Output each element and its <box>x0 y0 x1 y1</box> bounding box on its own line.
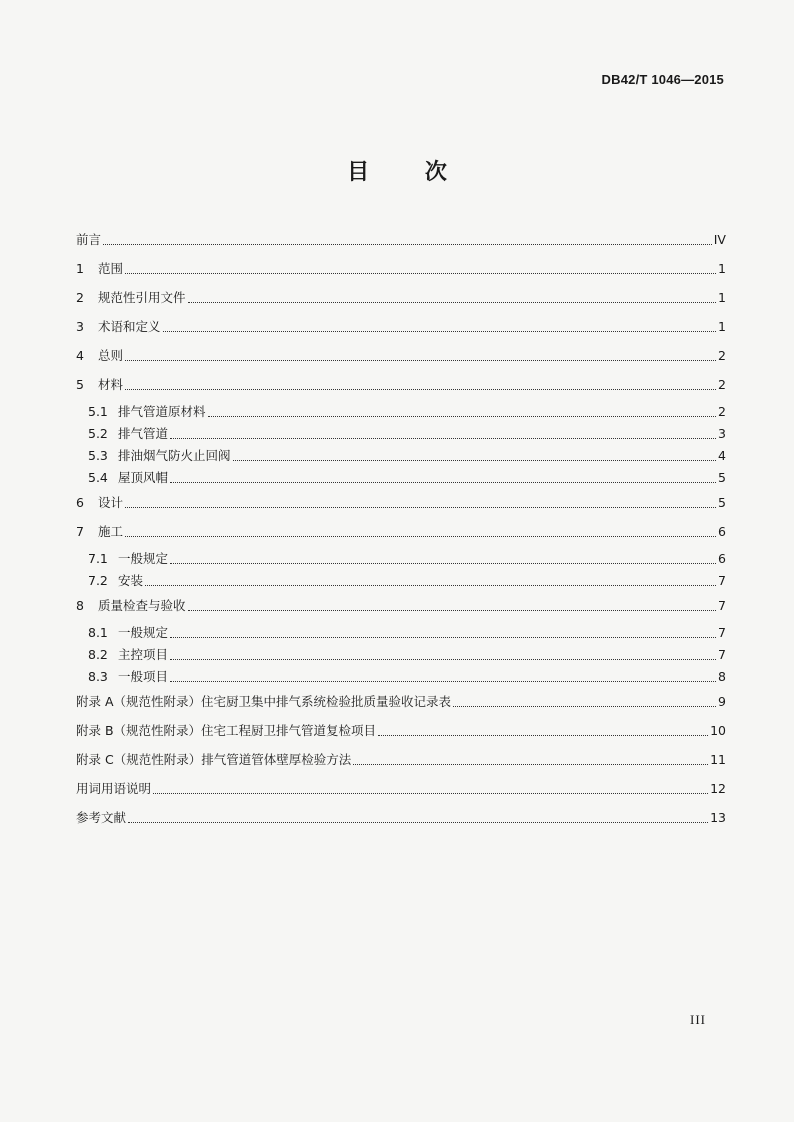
toc-entry-label: 质量检查与验收 <box>98 598 186 613</box>
toc-entry-label: 排气管道 <box>118 426 169 441</box>
toc-entry-page: 10 <box>710 723 726 738</box>
dot-leader <box>125 535 716 537</box>
toc-entry-page: 1 <box>718 290 726 305</box>
dot-leader <box>353 763 708 765</box>
toc-subentry[interactable] <box>76 551 726 567</box>
toc-entry-label: 材料 <box>98 377 124 392</box>
dot-leader <box>188 301 716 303</box>
toc-subentry[interactable] <box>76 448 726 464</box>
toc-entry-label: 排气管道原材料 <box>118 404 206 419</box>
toc-entry-page: 6 <box>718 551 726 566</box>
dot-leader <box>145 584 716 586</box>
toc-entry[interactable] <box>76 495 726 511</box>
toc-entry-label: 总则 <box>98 348 124 363</box>
toc-subentry[interactable] <box>76 647 726 663</box>
toc-entry-page: 13 <box>710 810 726 825</box>
dot-leader <box>208 415 716 417</box>
toc-entry-number: 7 <box>76 524 84 539</box>
toc-entry-label: 用词用语说明 <box>76 781 152 796</box>
dot-leader <box>125 359 716 361</box>
dot-leader <box>153 792 708 794</box>
toc-entry-page: 11 <box>710 752 726 767</box>
toc-entry-number: 1 <box>76 261 84 276</box>
toc-entry-number: 8.3 <box>88 669 108 684</box>
toc-subentry[interactable] <box>76 426 726 442</box>
toc-entry-page: 5 <box>718 495 726 510</box>
toc-entry-number: 8.1 <box>88 625 108 640</box>
toc-entry-page: 4 <box>718 448 726 463</box>
toc-entry[interactable] <box>76 810 726 826</box>
toc-entry-number: 6 <box>76 495 84 510</box>
toc-entry-label: 设计 <box>98 495 124 510</box>
toc-entry-page: 7 <box>718 647 726 662</box>
toc-entry-label: 主控项目 <box>118 647 169 662</box>
toc-entry-label: 范围 <box>98 261 124 276</box>
dot-leader <box>128 821 708 823</box>
toc-entry-label: 一般规定 <box>118 551 169 566</box>
toc-entry-number: 5.2 <box>88 426 108 441</box>
toc-entry[interactable] <box>76 348 726 364</box>
document-code: DB42/T 1046—2015 <box>601 72 724 87</box>
toc-entry-label: 排油烟气防火止回阀 <box>118 448 231 463</box>
toc-subentry[interactable] <box>76 470 726 486</box>
toc-entry-page: 7 <box>718 625 726 640</box>
toc-entry-page: 9 <box>718 694 726 709</box>
toc-subentry[interactable] <box>76 669 726 685</box>
toc-entry-number: 5.4 <box>88 470 108 485</box>
toc-entry[interactable] <box>76 377 726 393</box>
toc-entry-page: 1 <box>718 261 726 276</box>
toc-entry-page: 8 <box>718 669 726 684</box>
dot-leader <box>170 481 716 483</box>
toc-entry-label: 一般项目 <box>118 669 169 684</box>
toc-entry-number: 5.1 <box>88 404 108 419</box>
toc-entry[interactable] <box>76 752 726 768</box>
toc-entry[interactable] <box>76 290 726 306</box>
toc-entry-number: 5.3 <box>88 448 108 463</box>
toc-entry-page: 5 <box>718 470 726 485</box>
dot-leader <box>125 272 716 274</box>
toc-entry-label: 附录 A（规范性附录）住宅厨卫集中排气系统检验批质量验收记录表 <box>76 694 452 709</box>
toc-entry-page: 2 <box>718 377 726 392</box>
toc-entry-page: 6 <box>718 524 726 539</box>
page-number: III <box>690 1012 706 1027</box>
toc-entry-label: 规范性引用文件 <box>98 290 186 305</box>
toc-entry-page: 7 <box>718 598 726 613</box>
dot-leader <box>170 636 716 638</box>
toc-entry-page: 3 <box>718 426 726 441</box>
table-of-contents <box>76 232 726 839</box>
dot-leader <box>378 734 708 736</box>
toc-entry[interactable] <box>76 524 726 540</box>
toc-entry[interactable] <box>76 723 726 739</box>
page-title: 目 次 <box>347 160 471 185</box>
toc-entry-label: 屋顶风帽 <box>118 470 169 485</box>
toc-entry-number: 2 <box>76 290 84 305</box>
dot-leader <box>125 506 716 508</box>
toc-entry-label: 参考文献 <box>76 810 127 825</box>
dot-leader <box>125 388 716 390</box>
toc-entry-number: 7.2 <box>88 573 108 588</box>
dot-leader <box>163 330 716 332</box>
dot-leader <box>170 562 716 564</box>
toc-entry[interactable] <box>76 781 726 797</box>
toc-entry-number: 3 <box>76 319 84 334</box>
dot-leader <box>170 680 716 682</box>
toc-entry[interactable] <box>76 694 726 710</box>
dot-leader <box>103 243 712 245</box>
toc-entry[interactable] <box>76 598 726 614</box>
toc-entry-number: 4 <box>76 348 84 363</box>
toc-entry-page: IV <box>713 232 726 247</box>
toc-entry-label: 前言 <box>76 232 102 247</box>
toc-entry-label: 附录 C（规范性附录）排气管道管体壁厚检验方法 <box>76 752 352 767</box>
toc-entry-page: 7 <box>718 573 726 588</box>
dot-leader <box>188 609 716 611</box>
dot-leader <box>453 705 716 707</box>
toc-entry[interactable] <box>76 232 726 248</box>
toc-entry-label: 附录 B（规范性附录）住宅工程厨卫排气管道复检项目 <box>76 723 377 738</box>
toc-entry[interactable] <box>76 319 726 335</box>
dot-leader <box>170 658 716 660</box>
toc-entry-number: 8 <box>76 598 84 613</box>
toc-entry-number: 8.2 <box>88 647 108 662</box>
toc-entry-label: 一般规定 <box>118 625 169 640</box>
toc-subentry[interactable] <box>76 404 726 420</box>
toc-entry-page: 1 <box>718 319 726 334</box>
toc-subentry[interactable] <box>76 625 726 641</box>
dot-leader <box>170 437 716 439</box>
toc-entry-label: 安装 <box>118 573 144 588</box>
toc-entry-page: 12 <box>710 781 726 796</box>
toc-entry-page: 2 <box>718 348 726 363</box>
dot-leader <box>233 459 716 461</box>
toc-entry-page: 2 <box>718 404 726 419</box>
toc-entry-number: 7.1 <box>88 551 108 566</box>
toc-subentry[interactable] <box>76 573 726 589</box>
toc-entry[interactable] <box>76 261 726 277</box>
toc-entry-number: 5 <box>76 377 84 392</box>
toc-entry-label: 术语和定义 <box>98 319 161 334</box>
toc-entry-label: 施工 <box>98 524 124 539</box>
